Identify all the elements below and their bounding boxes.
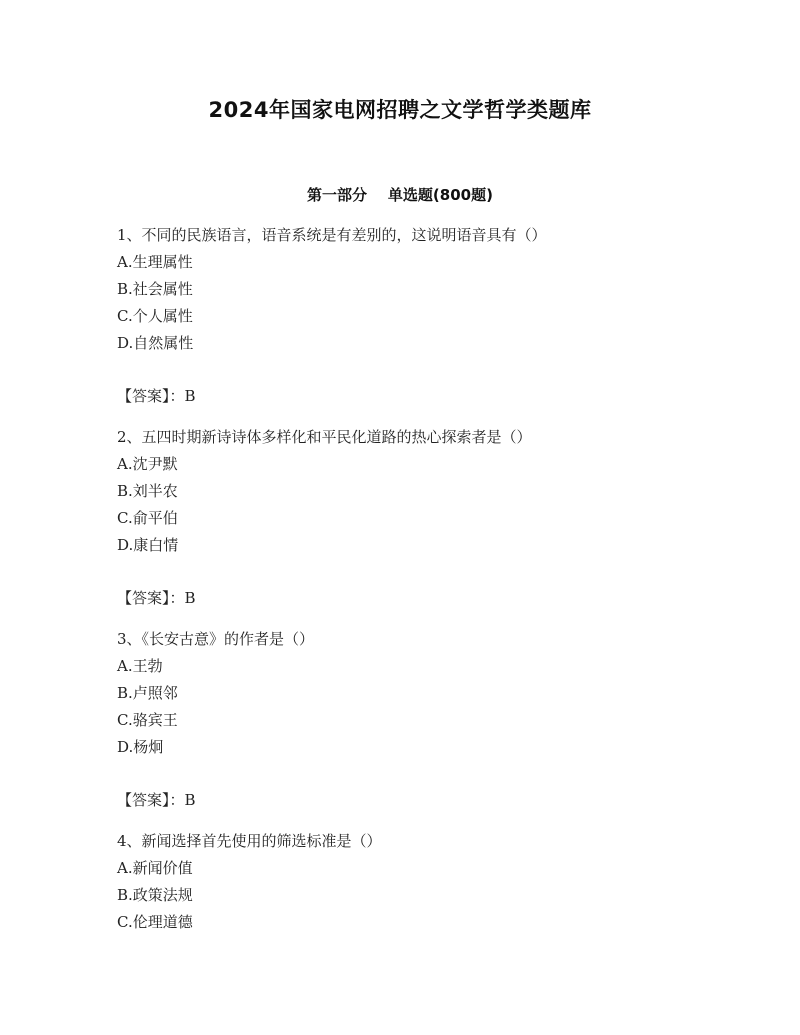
- question-item: [117, 424, 717, 612]
- option-b: B.政策法规: [117, 886, 193, 904]
- option-b: B.刘半农: [117, 482, 178, 500]
- option-a: A.生理属性: [117, 253, 193, 271]
- option-c: C.个人属性: [117, 307, 193, 325]
- option-b: B.卢照邻: [117, 684, 178, 702]
- question-list: [117, 222, 717, 936]
- question-stem: 2、五四时期新诗诗体多样化和平民化道路的热心探索者是（）: [117, 428, 532, 446]
- answer-line: 【答案】：B: [117, 791, 196, 809]
- option-c: C.伦理道德: [117, 913, 193, 931]
- option-d: D.康白情: [117, 536, 179, 554]
- answer-line: 【答案】：B: [117, 387, 196, 405]
- option-c: C.俞平伯: [117, 509, 178, 527]
- option-a: A.沈尹默: [117, 455, 178, 473]
- question-stem: 1、不同的民族语言，语音系统是有差别的，这说明语音具有（）: [117, 226, 547, 244]
- option-c: C.骆宾王: [117, 711, 178, 729]
- question-stem: 3、《长安古意》的作者是（）: [117, 630, 315, 648]
- question-item: [117, 222, 717, 410]
- document-title: 2024年国家电网招聘之文学哲学类题库: [208, 98, 592, 122]
- option-d: D.自然属性: [117, 334, 194, 352]
- option-d: D.杨炯: [117, 738, 164, 756]
- question-stem: 4、新闻选择首先使用的筛选标准是（）: [117, 832, 382, 850]
- answer-line: 【答案】：B: [117, 589, 196, 607]
- section-title: 第一部分 单选题(800题): [307, 186, 493, 204]
- option-b: B.社会属性: [117, 280, 193, 298]
- option-a: A.王勃: [117, 657, 163, 675]
- question-item: [117, 626, 717, 814]
- question-item: [117, 828, 717, 936]
- option-a: A.新闻价值: [117, 859, 193, 877]
